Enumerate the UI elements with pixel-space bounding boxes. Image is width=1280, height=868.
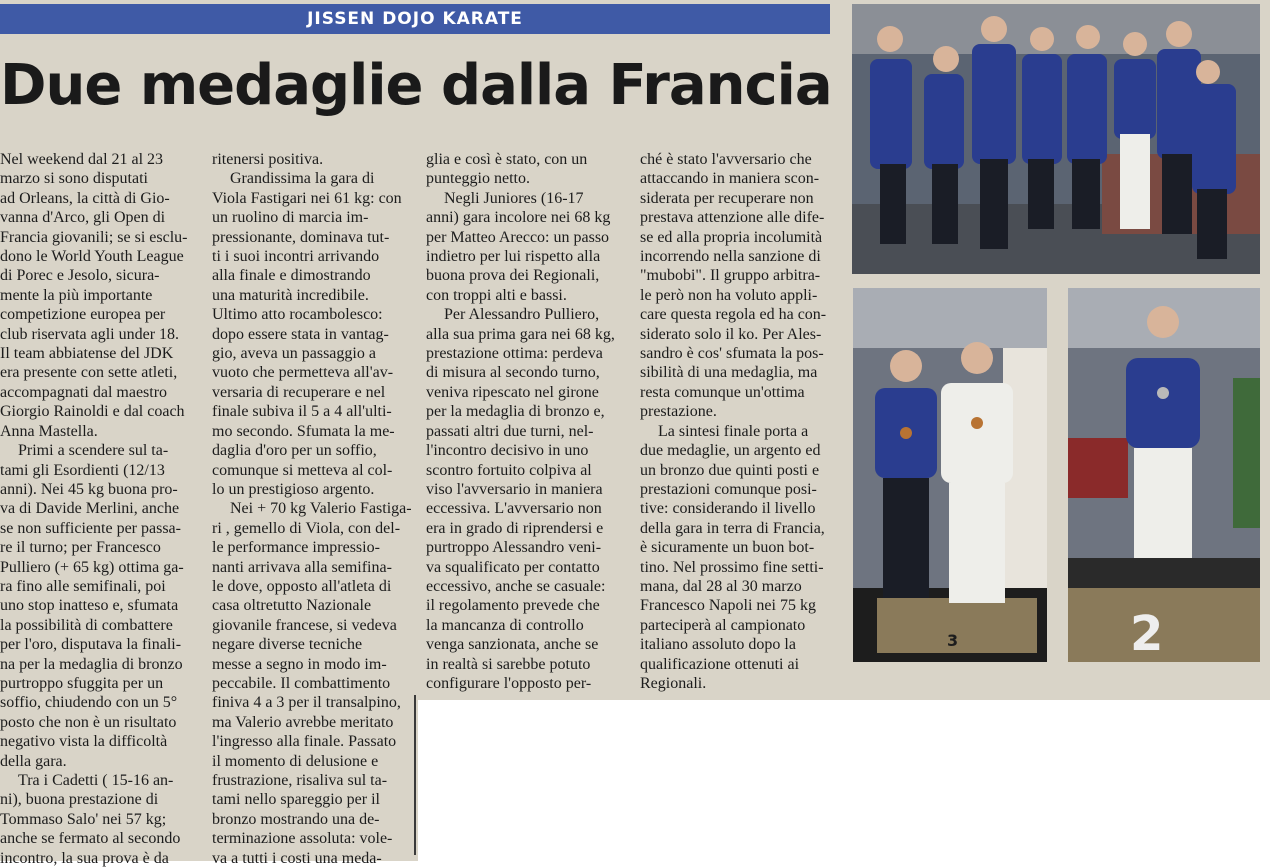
- article-line: "mubobi". Il gruppo arbitra-: [640, 267, 821, 285]
- article-line: vanna d'Arco, gli Open di: [0, 209, 166, 227]
- article-line: Anna Mastella.: [0, 422, 98, 440]
- article-line: resta comunque un'ottima: [640, 383, 805, 401]
- article-line: alla sua prima gara nei 68 kg,: [426, 325, 615, 343]
- article-line: Nel weekend dal 21 al 23: [0, 151, 164, 168]
- article-line: anni). Nei 45 kg buona pro-: [0, 480, 178, 498]
- article-line: italiano assoluto dopo la: [640, 636, 796, 654]
- article-line: marzo si sono disputati: [0, 170, 148, 188]
- article-line: casa oltretutto Nazionale: [212, 597, 372, 615]
- article-line: mo secondo. Sfumata la me-: [212, 422, 395, 440]
- article-line: Francia giovanili; se si esclu-: [0, 228, 188, 246]
- section-header: [0, 4, 830, 34]
- article-line: Pulliero (+ 65 kg) ottima ga-: [0, 558, 184, 576]
- article-line: negativo vista la difficoltà: [0, 733, 168, 751]
- article-line: Regionali.: [640, 674, 707, 692]
- article-line: prestazione ottima: perdeva: [426, 345, 603, 363]
- article-line: tino. Nel prossimo fine setti-: [640, 558, 824, 576]
- article-column-1: [0, 150, 192, 868]
- article-line: prestava attenzione alle dife-: [640, 209, 825, 227]
- article-line: ma Valerio avrebbe meritato: [212, 713, 394, 731]
- article-line: se non sufficiente per passa-: [0, 519, 181, 537]
- article-line: daglia d'oro per un soffio,: [212, 442, 377, 460]
- article-line: glia e così è stato, con un: [426, 151, 588, 168]
- article-line: siderato solo il ko. Per Ales-: [640, 325, 822, 343]
- article-line: dopo essere stata in vantag-: [212, 325, 389, 343]
- article-line: finale subiva il 5 a 4 all'ulti-: [212, 403, 392, 421]
- article-line: per la medaglia di bronzo e,: [426, 403, 605, 421]
- article-line: il momento di delusione e: [212, 752, 379, 770]
- article-line: comunque si metteva al col-: [212, 461, 393, 479]
- article-line: pressionante, dominava tut-: [212, 228, 390, 246]
- article-line: era presente con sette atleti,: [0, 364, 178, 382]
- article-line: sandro è cos' sfumata la pos-: [640, 345, 824, 363]
- article-line: della gara in terra di Francia,: [640, 519, 825, 537]
- article-line: Francesco Napoli nei 75 kg: [640, 597, 816, 615]
- article-line: le però non ha voluto appli-: [640, 286, 818, 304]
- article-line: negare diverse tecniche: [212, 636, 363, 654]
- article-line: incorrendo nella sanzione di: [640, 248, 821, 266]
- article-line: incontro, la sua prova è da: [0, 849, 169, 867]
- article-line: se ed alla propria incolumità: [640, 228, 823, 246]
- article-line: di misura al secondo turno,: [426, 364, 600, 382]
- article-line: finiva 4 a 3 per il transalpino,: [212, 694, 401, 712]
- article-line: Primi a scendere sul ta-: [18, 442, 169, 460]
- podium-third-place-photo: [853, 288, 1047, 662]
- article-column-4: [640, 150, 836, 693]
- article-line: competizione europea per: [0, 306, 166, 324]
- article-line: con troppi alti e bassi.: [426, 286, 567, 304]
- article-line: per Matteo Arecco: un passo: [426, 228, 610, 246]
- article-line: ni), buona prestazione di: [0, 791, 159, 809]
- article-line: vuoto che permetteva all'av-: [212, 364, 394, 382]
- article-line: è sicuramente un buon bot-: [640, 539, 815, 557]
- article-line: ri , gemello di Viola, con del-: [212, 519, 401, 537]
- article-line: accompagnati dal maestro: [0, 383, 168, 401]
- article-line: eccessivo, anche se casuale:: [426, 577, 606, 595]
- article-line: veniva ripescato nel girone: [426, 383, 599, 401]
- article-line: nanti arrivava alla semifina-: [212, 558, 392, 576]
- article-line: ti i suoi incontri arrivando: [212, 248, 380, 266]
- article-line: la possibilità di combattere: [0, 616, 173, 634]
- article-line: na per la medaglia di bronzo: [0, 655, 183, 673]
- article-line: va squalificato per contatto: [426, 558, 600, 576]
- article-line: giovanile francese, si vedeva: [212, 616, 397, 634]
- article-line: soffio, chiudendo con un 5°: [0, 694, 178, 712]
- article-line: bronzo mostrando una de-: [212, 810, 380, 828]
- article-line: va a tutti i costi una meda-: [212, 849, 382, 867]
- article-line: Per Alessandro Pulliero,: [444, 306, 600, 324]
- article-line: gio, aveva un passaggio a: [212, 345, 376, 363]
- article-line: Tommaso Salo' nei 57 kg;: [0, 810, 167, 828]
- article-line: l'ingresso alla finale. Passato: [212, 733, 397, 751]
- article-line: purtroppo sfuggita per un: [0, 674, 164, 692]
- article-line: Tra i Cadetti ( 15-16 an-: [18, 772, 174, 789]
- article-line: scontro fortuito colpiva al: [426, 461, 592, 479]
- article-line: passati altri due turni, nel-: [426, 422, 594, 440]
- article-line: una maturità incredibile.: [212, 286, 369, 304]
- article-line: anni) gara incolore nei 68 kg: [426, 209, 611, 227]
- article-line: peccabile. Il combattimento: [212, 674, 391, 692]
- podium-second-place-photo: [1068, 288, 1260, 662]
- article-line: dono le World Youth League: [0, 248, 184, 266]
- podium-number-3: 3: [947, 631, 959, 650]
- article-line: purtroppo Alessandro veni-: [426, 539, 602, 557]
- article-line: l'incontro decisivo in uno: [426, 442, 589, 460]
- article-line: ritenersi positiva.: [212, 151, 324, 168]
- article-line: prestazioni comunque posi-: [640, 480, 817, 498]
- section-title: JISSEN DOJO KARATE: [307, 9, 523, 29]
- article-line: messe a segno in modo im-: [212, 655, 387, 673]
- article-line: di Porec e Jesolo, sicura-: [0, 267, 160, 285]
- article-line: per l'oro, disputava la finali-: [0, 636, 182, 654]
- article-line: il regolamento prevede che: [426, 597, 600, 615]
- headline: Due medaglie dalla Francia: [0, 53, 832, 118]
- article-line: Negli Juniores (16-17: [444, 189, 584, 207]
- article-line: attaccando in maniera scon-: [640, 170, 820, 188]
- article-line: qualificazione ottenuti ai: [640, 655, 800, 673]
- article-line: sibilità di una medaglia, ma: [640, 364, 818, 382]
- article-line: le performance impressio-: [212, 539, 380, 557]
- team-group-photo: [852, 4, 1260, 274]
- article-line: club riservata agli under 18.: [0, 325, 180, 343]
- article-line: Ultimo atto rocambolesco:: [212, 306, 383, 324]
- article-line: La sintesi finale porta a: [658, 422, 809, 440]
- article-line: venga sanzionata, anche se: [426, 636, 599, 654]
- article-line: le dove, opposto all'atleta di: [212, 577, 392, 595]
- article-line: Grandissima la gara di: [230, 170, 375, 188]
- article-line: la mancanza di controllo: [426, 616, 584, 634]
- article-line: tami gli Esordienti (12/13: [0, 461, 165, 479]
- article-line: tami nello spareggio per il: [212, 791, 380, 809]
- article-line: alla finale e dimostrando: [212, 267, 371, 285]
- article-line: eccessiva. L'avversario non: [426, 500, 602, 518]
- article-line: ad Orleans, la città di Gio-: [0, 189, 170, 207]
- article-line: versaria di recuperare e nel: [212, 383, 386, 401]
- article-line: punteggio netto.: [426, 170, 530, 188]
- article-line: ra fino alle semifinali, poi: [0, 577, 166, 595]
- article-line: due medaglie, un argento ed: [640, 442, 821, 460]
- article-line: care questa regola ed ha con-: [640, 306, 827, 324]
- article-line: indietro per lui rispetto alla: [426, 248, 601, 266]
- article-line: prestazione.: [640, 403, 717, 421]
- article-line: siderata per recuperare non: [640, 189, 814, 207]
- article-line: Nei + 70 kg Valerio Fastiga-: [230, 500, 412, 518]
- article-line: ché è stato l'avversario che: [640, 151, 812, 168]
- article-line: Il team abbiatense del JDK: [0, 345, 174, 363]
- article-line: re il turno; per Francesco: [0, 539, 161, 557]
- article-line: Giorgio Rainoldi e dal coach: [0, 403, 185, 421]
- article-line: era in grado di riprendersi e: [426, 519, 604, 537]
- article-line: mente la più importante: [0, 286, 153, 304]
- article-line: della gara.: [0, 752, 67, 770]
- article-column-3: [426, 150, 622, 693]
- article-line: in realtà si sarebbe potuto: [426, 655, 591, 673]
- podium-number-2: 2: [1130, 606, 1164, 662]
- article-line: anche se fermato al secondo: [0, 830, 181, 848]
- article-column-2: [212, 150, 412, 868]
- column-divider: [414, 695, 416, 855]
- article-line: Viola Fastigari nei 61 kg: con: [212, 189, 402, 207]
- article-line: configurare l'opposto per-: [426, 674, 592, 692]
- article-line: terminazione assoluta: vole-: [212, 830, 393, 848]
- article-line: viso l'avversario in maniera: [426, 480, 603, 498]
- article-line: un ruolino di marcia im-: [212, 209, 369, 227]
- article-line: uno stop inatteso e, sfumata: [0, 597, 179, 615]
- article-line: tive: considerando il livello: [640, 500, 816, 518]
- article-line: posto che non è un risultato: [0, 713, 177, 731]
- article-line: parteciperà al campionato: [640, 616, 806, 634]
- article-line: va di Davide Merlini, anche: [0, 500, 180, 518]
- article-line: buona prova dei Regionali,: [426, 267, 600, 285]
- article-line: un bronzo due quinti posti e: [640, 461, 820, 479]
- article-line: mana, dal 28 al 30 marzo: [640, 577, 802, 595]
- article-line: lo un prestigioso argento.: [212, 480, 375, 498]
- article-line: frustrazione, risaliva sul ta-: [212, 772, 388, 789]
